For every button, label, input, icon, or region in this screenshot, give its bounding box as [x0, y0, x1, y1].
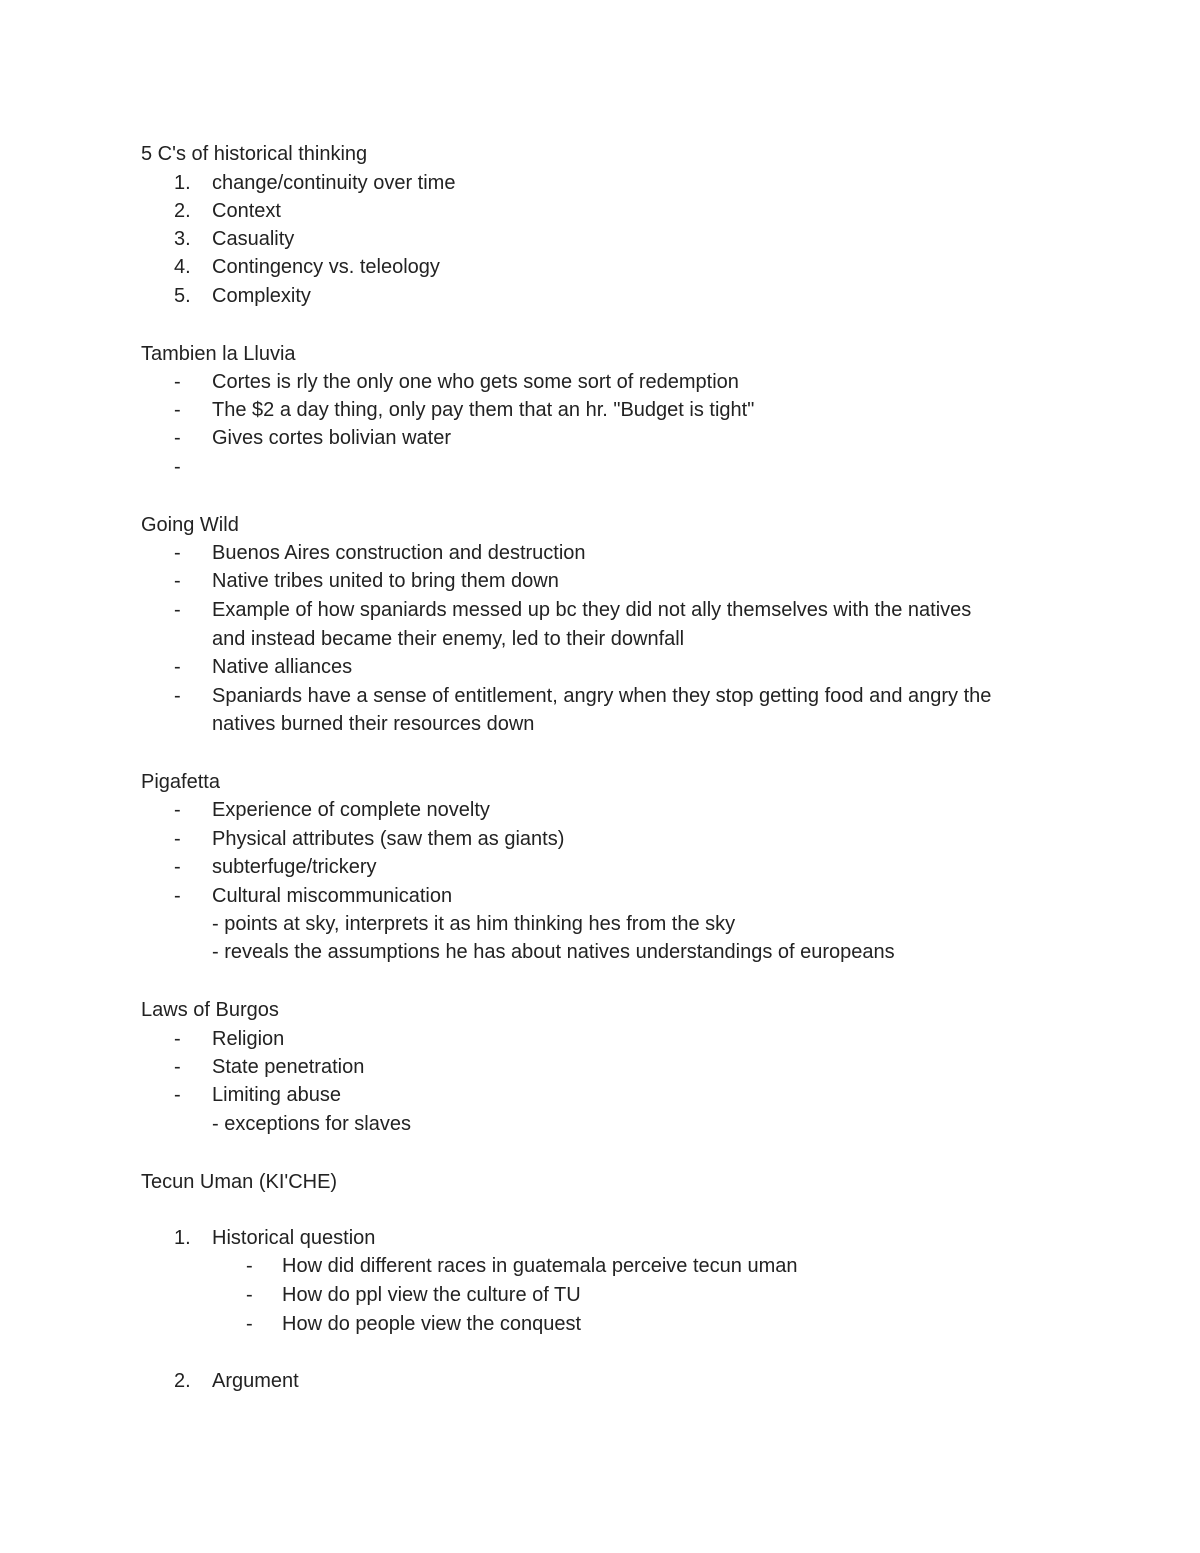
- list-item: Historical question: [212, 1227, 376, 1249]
- bullet-marker: -: [246, 1284, 253, 1306]
- list-item: Cultural miscommunication: [212, 885, 453, 907]
- list-item: Native alliances: [212, 656, 353, 678]
- bullet-marker: -: [246, 1255, 253, 1277]
- list-marker: 5.: [174, 285, 191, 307]
- section-title-going-wild: Going Wild: [141, 514, 239, 536]
- list-item: Context: [212, 200, 281, 222]
- list-marker: 1.: [174, 172, 191, 194]
- section-title-tambien: Tambien la Lluvia: [141, 343, 296, 365]
- sub-note: - points at sky, interprets it as him thinking hes from the sky: [212, 913, 736, 935]
- list-item: Casuality: [212, 228, 295, 250]
- bullet-marker: -: [174, 1056, 181, 1078]
- list-item: Contingency vs. teleology: [212, 256, 440, 278]
- bullet-marker: -: [174, 570, 181, 592]
- list-item: Limiting abuse: [212, 1084, 341, 1106]
- list-item: Buenos Aires construction and destruction: [212, 542, 586, 564]
- bullet-marker: -: [174, 828, 181, 850]
- list-item: How do people view the conquest: [282, 1313, 582, 1335]
- bullet-marker: -: [174, 799, 181, 821]
- list-item: The $2 a day thing, only pay them that an hr. "Budget is tight": [212, 399, 755, 421]
- list-marker: 2.: [174, 1370, 191, 1392]
- list-marker: 1.: [174, 1227, 191, 1249]
- list-marker: 2.: [174, 200, 191, 222]
- section-title-burgos: Laws of Burgos: [141, 999, 279, 1021]
- list-item: Physical attributes (saw them as giants): [212, 828, 565, 850]
- bullet-marker: -: [174, 399, 181, 421]
- section-title-tecun: Tecun Uman (KI'CHE): [141, 1171, 338, 1193]
- bullet-marker: -: [174, 542, 181, 564]
- bullet-marker: -: [246, 1313, 253, 1335]
- bullet-marker: -: [174, 599, 181, 621]
- bullet-marker: -: [174, 856, 181, 878]
- bullet-marker: -: [174, 656, 181, 678]
- list-item: Native tribes united to bring them down: [212, 570, 559, 592]
- list-marker: 4.: [174, 256, 191, 278]
- list-item-continuation: and instead became their enemy, led to their downfall: [212, 628, 685, 650]
- list-item: Spaniards have a sense of entitlement, angry when they stop getting food and angry the: [212, 685, 992, 707]
- list-item: Religion: [212, 1028, 285, 1050]
- section-title-pigafetta: Pigafetta: [141, 771, 220, 793]
- bullet-marker: -: [174, 427, 181, 449]
- bullet-marker: -: [174, 1084, 181, 1106]
- list-item: subterfuge/trickery: [212, 856, 377, 878]
- bullet-marker: -: [174, 456, 181, 478]
- list-item: Cortes is rly the only one who gets some sort of redemption: [212, 371, 739, 393]
- list-item: How do ppl view the culture of TU: [282, 1284, 581, 1306]
- list-item: Argument: [212, 1370, 299, 1392]
- list-item: How did different races in guatemala perceive tecun uman: [282, 1255, 798, 1277]
- list-item: change/continuity over time: [212, 172, 456, 194]
- section-title-five-cs: 5 C's of historical thinking: [141, 143, 368, 165]
- list-item-continuation: natives burned their resources down: [212, 713, 535, 735]
- list-item: State penetration: [212, 1056, 365, 1078]
- bullet-marker: -: [174, 1028, 181, 1050]
- list-marker: 3.: [174, 228, 191, 250]
- bullet-marker: -: [174, 371, 181, 393]
- list-item: Example of how spaniards messed up bc they did not ally themselves with the natives: [212, 599, 972, 621]
- list-item: Gives cortes bolivian water: [212, 427, 451, 449]
- bullet-marker: -: [174, 885, 181, 907]
- sub-note: - exceptions for slaves: [212, 1113, 411, 1135]
- list-item: Complexity: [212, 285, 311, 307]
- sub-note: - reveals the assumptions he has about natives understandings of europeans: [212, 941, 895, 963]
- list-item: Experience of complete novelty: [212, 799, 490, 821]
- bullet-marker: -: [174, 685, 181, 707]
